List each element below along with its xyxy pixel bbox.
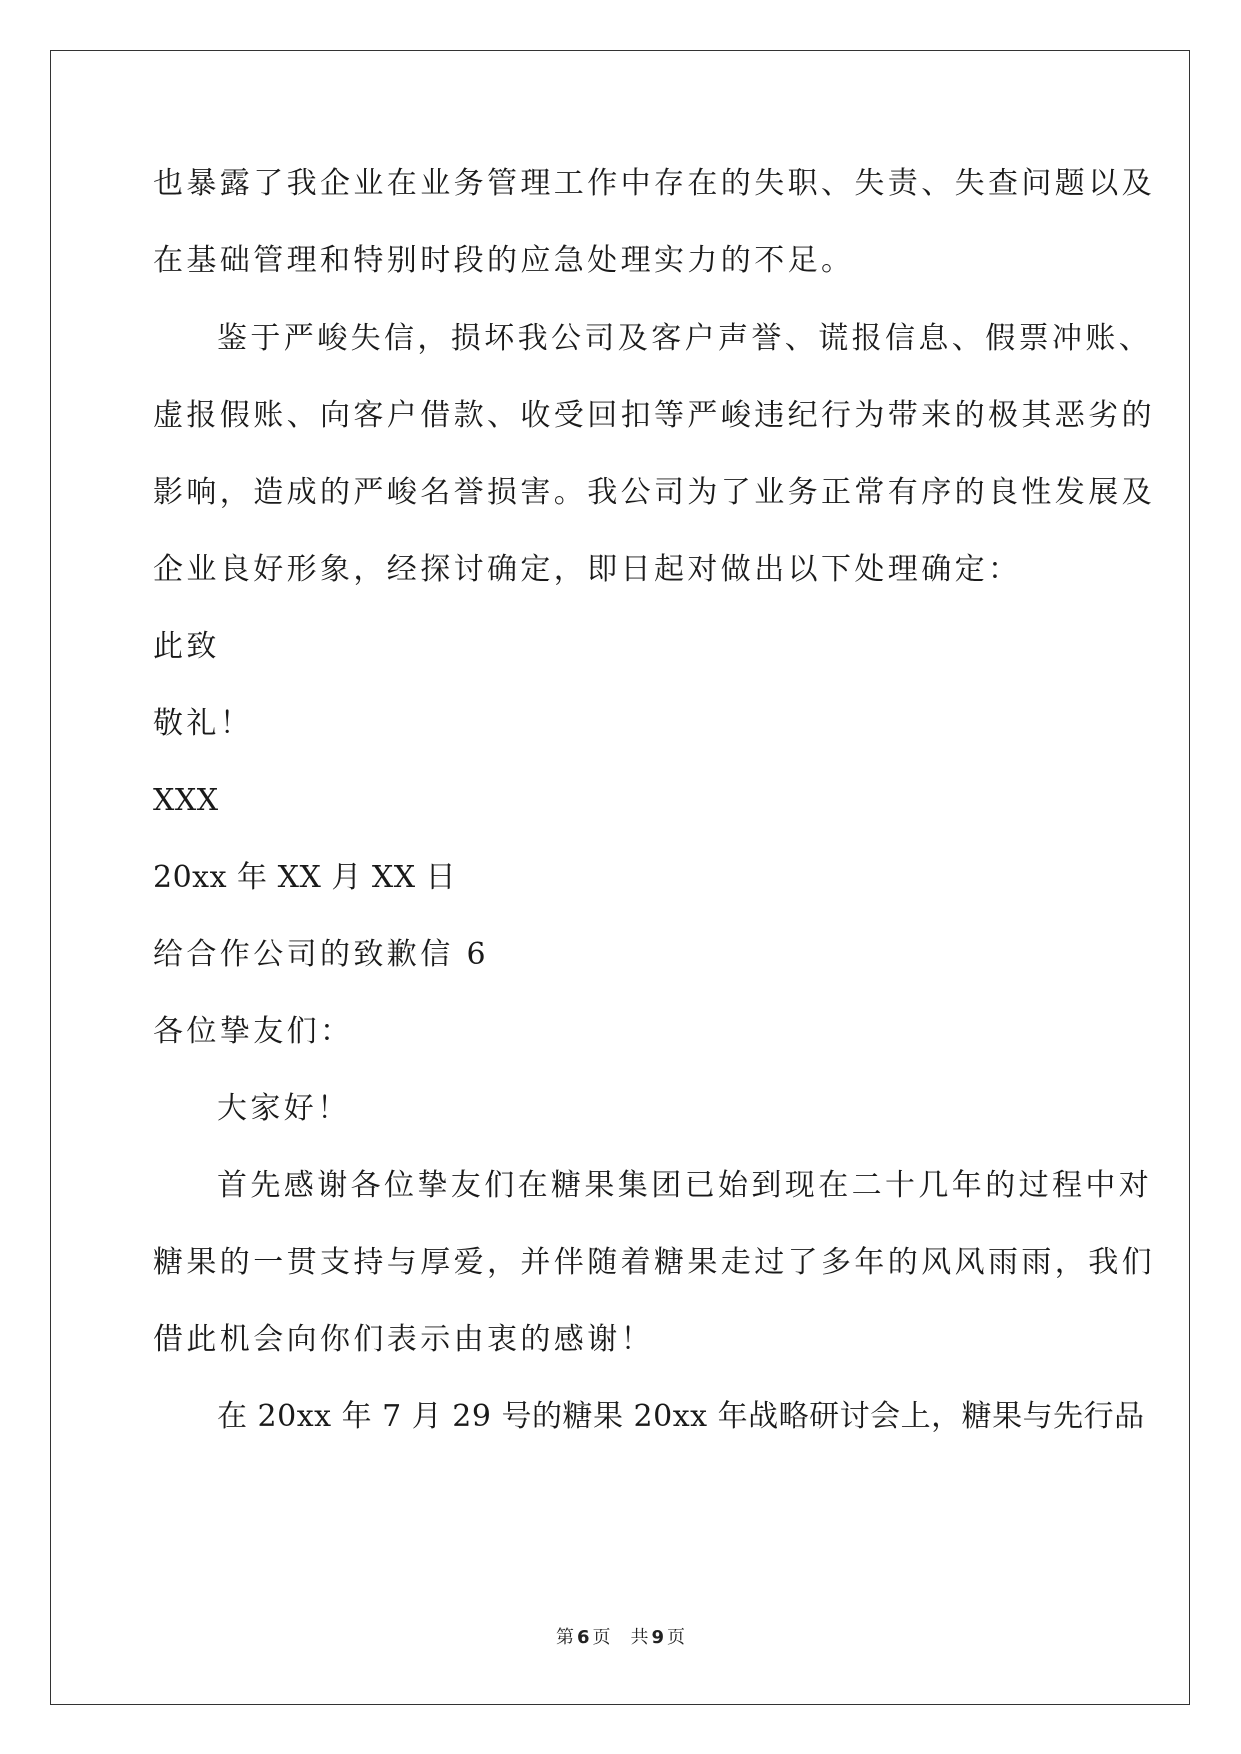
paragraph-line: 虚报假账、向客户借款、收受回扣等严峻违纪行为带来的极其恶劣的	[153, 398, 1155, 433]
total-suffix: 页	[667, 1627, 686, 1648]
greeting-line: 各位挚友们：	[153, 1014, 354, 1049]
date-line: 20xx 年 XX 月 XX 日	[153, 860, 457, 895]
paragraph-line: 在 20xx 年 7 月 29 号的糖果 20xx 年战略研讨会上，糖果与先行品	[217, 1399, 1145, 1434]
paragraph-line: 鉴于严峻失信，损坏我公司及客户声誉、谎报信息、假票冲账、	[217, 321, 1153, 356]
total-prefix: 共	[630, 1627, 649, 1648]
paragraph-line: 企业良好形象，经探讨确定，即日起对做出以下处理确定：	[153, 552, 1022, 587]
paragraph-line: 糖果的一贯支持与厚爱，并伴随着糖果走过了多年的风风雨雨，我们	[153, 1245, 1155, 1280]
signature-line: XXX	[153, 783, 219, 818]
section-title: 给合作公司的致歉信 6	[153, 937, 490, 972]
page-total-number: 9	[651, 1627, 665, 1648]
page-prefix: 第	[555, 1627, 574, 1648]
salutation-line: 敬礼！	[153, 706, 254, 741]
greeting-line: 大家好！	[217, 1091, 351, 1126]
page-current-number: 6	[576, 1627, 590, 1648]
page-suffix: 页	[592, 1627, 611, 1648]
closing-line: 此致	[153, 629, 220, 664]
page-footer	[0, 1626, 1241, 1650]
paragraph-line: 借此机会向你们表示由衷的感谢！	[153, 1322, 654, 1357]
paragraph-line: 在基础管理和特别时段的应急处理实力的不足。	[153, 243, 855, 278]
paragraph-line: 首先感谢各位挚友们在糖果集团已始到现在二十几年的过程中对	[217, 1168, 1153, 1203]
paragraph-line: 也暴露了我企业在业务管理工作中存在的失职、失责、失查问题以及	[153, 166, 1155, 201]
paragraph-line: 影响，造成的严峻名誉损害。我公司为了业务正常有序的良性发展及	[153, 475, 1155, 510]
